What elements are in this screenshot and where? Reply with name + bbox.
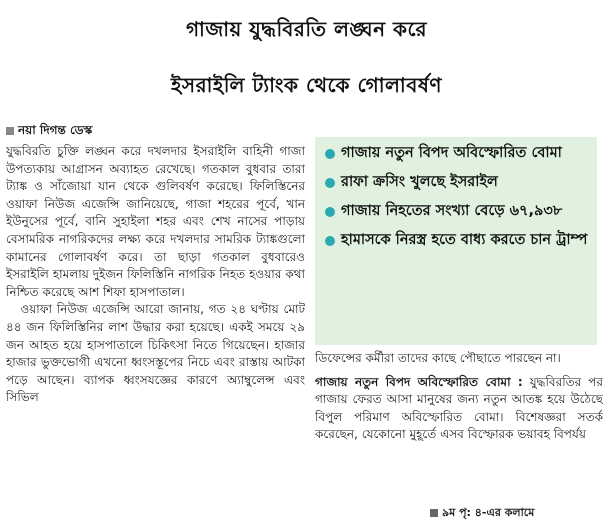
continued-text: ৯ম পৃ: ৪-এর কলামে [442, 506, 535, 519]
highlight-text: গাজায় নতুন বিপদ অবিস্ফোরিত বোমা [341, 145, 562, 161]
article-column-left [6, 143, 305, 528]
highlight-item[interactable] [325, 201, 589, 222]
bullet-icon [325, 149, 335, 159]
highlight-text: গাজায় নিহতের সংখ্যা বেড়ে ৬৭,৯৩৮ [341, 203, 563, 219]
byline-text: নয়া দিগন্ত ডেস্ক [18, 123, 93, 137]
subhead: গাজায় নতুন বিপদ অবিস্ফোরিত বোমা : [315, 374, 523, 389]
square-bullet-icon [430, 509, 438, 517]
highlights-box [315, 137, 597, 345]
continued-on-page[interactable] [430, 505, 534, 521]
byline [6, 122, 92, 138]
paragraph: যুদ্ধবিরতি চুক্তি লঙ্ঘন করে দখলদার ইসরাইলি বাহিনী গাজা উপত্যকায় আগ্রাসন অব্যাহত রেখেছে। গতকাল বুধবার তারা ট্যাঙ্ক ও সাঁজোয়া যান থেকে গুলিবর্ষণ করেছে। ফিলিস্তিনের ওয়াফা নিউজ এজেন্সি জানিয়েছে, গাজা শহরের পূর্বে, খান ইউনুসের পূর্বে, বানি সুহাইলা শহর এবং শেখ নাসের পাড়ায় বেসামরিক নাগরিকদের লক্ষ্য করে দখলদার সামরিক ট্যাঙ্কগুলো কামানের গোলাবর্ষণ করে। তা ছাড়া গতকাল বুধবারেও ইসরাইলি হামলায় দুইজন ফিলিস্তিনি নাগরিক নিহত হওয়ার কথা নিশ্চিত করেছে আশ শিফা হাসপাতাল। [6, 144, 305, 299]
headline-line-2: ইসরাইলি ট্যাংক থেকে গোলাবর্ষণ [170, 73, 442, 97]
headline-line-1: গাজায় যুদ্ধবিরতি লঙ্ঘন করে [185, 17, 428, 41]
subhead-paragraph [315, 374, 603, 444]
article-column-right [315, 350, 603, 500]
highlight-item[interactable] [325, 172, 589, 193]
highlight-text: হামাসকে নিরস্ত্র হতে বাধ্য করতে চান ট্রাম্প [341, 232, 588, 248]
subhead-text: যুদ্ধবিরতির পর গাজায় ফেরত আসা মানুষের জন্য নতুন আতঙ্ক হয়ে উঠেছে বিপুল পরিমাণ অবিস্ফোরিত বোমা। বিশেষজ্ঞরা সতর্ক করেছেন, যেকোনো মুহূর্তে এসব বিস্ফোরক ভয়াবহ বিপর্যয় [315, 374, 603, 442]
highlight-item[interactable] [325, 143, 589, 164]
bullet-icon [325, 178, 335, 188]
paragraph: ওয়াফা নিউজ এজেন্সি আরো জানায়, গত ২৪ ঘণ্টায় মোট ৪৪ জন ফিলিস্তিনির লাশ উদ্ধার করা হয়েছে। একই সময়ে ২৯ জন আহত হয়ে হাসপাতালে চিকিৎসা নিতে গিয়েছেন। হাজার হাজার ভুক্তভোগী এখনো ধ্বংসস্তূপের নিচে এবং রাস্তায় আটকা পড়ে আছেন। ব্যাপক ধ্বংসযজ্ঞের কারণে অ্যাম্বুলেন্স এবং সিভিল [6, 302, 305, 405]
square-bullet-icon [6, 127, 14, 135]
paragraph: ডিফেন্সের কর্মীরা তাদের কাছে পৌছাতে পারছেন না। [315, 351, 561, 365]
highlight-text: রাফা ক্রসিং খুলছে ইসরাইল [341, 174, 498, 190]
bullet-icon [325, 236, 335, 246]
highlight-item[interactable] [325, 230, 589, 251]
bullet-icon [325, 207, 335, 217]
